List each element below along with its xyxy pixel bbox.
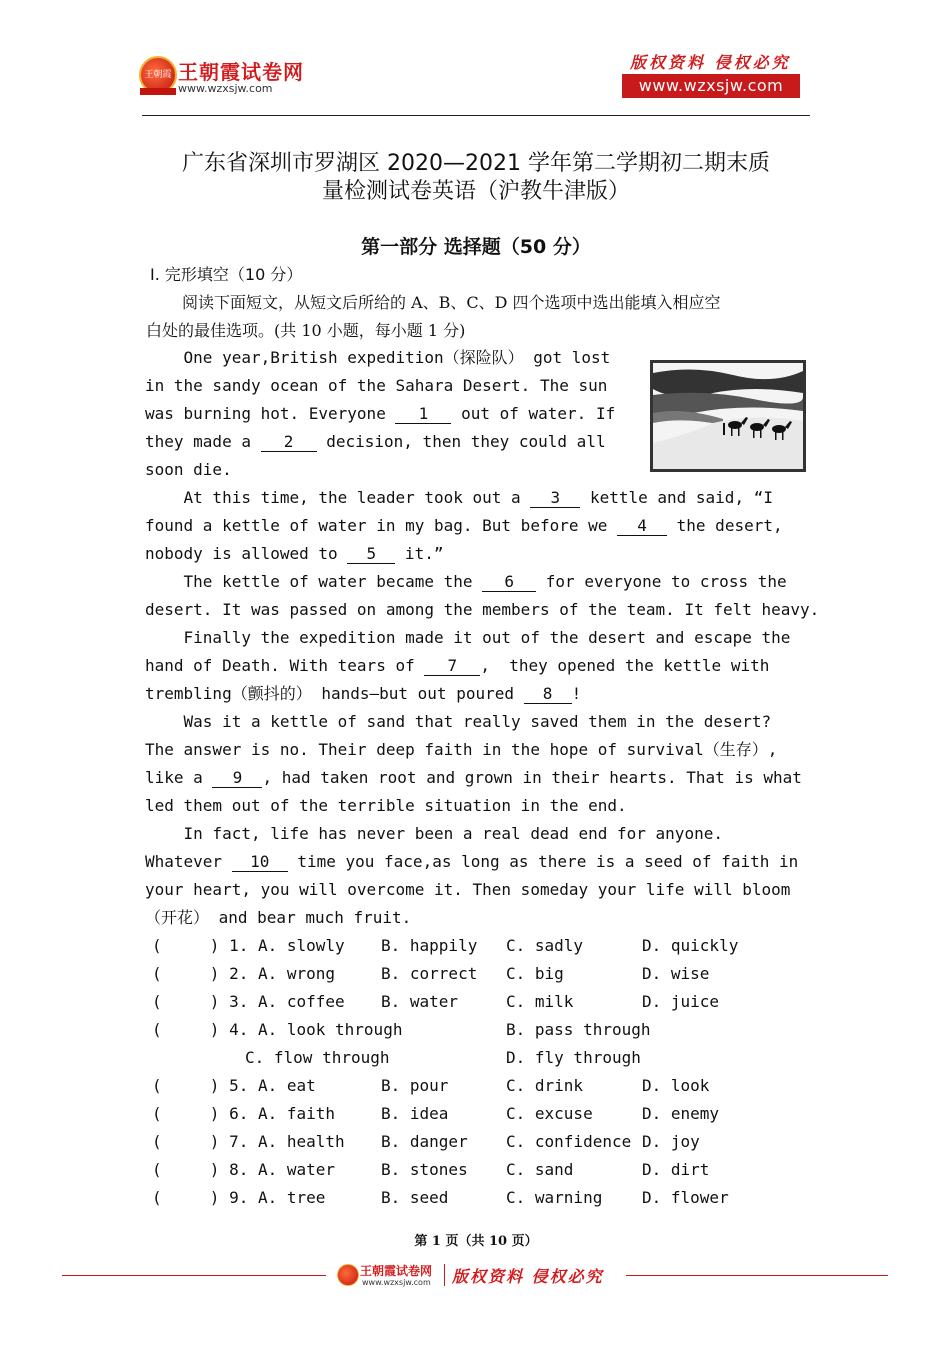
exam-title-line2: 量检测试卷英语（沪教牛津版） (321, 179, 630, 204)
footer-logo-url: www.wzxsjw.com (362, 1278, 431, 1287)
question-9-stem: ( ) 9. A. tree (152, 1188, 326, 1207)
passage-line: Was it a kettle of sand that really saved them in the desert? (145, 712, 772, 731)
question-6-option-b: B. idea (381, 1104, 449, 1123)
question-5-option-b: B. pour (381, 1076, 449, 1095)
footer-logo-icon (337, 1264, 359, 1286)
blank-6: 6 (482, 573, 536, 592)
part-title: 第一部分 选择题（50 分） (361, 236, 591, 258)
question-6-option-d: D. enemy (642, 1104, 720, 1123)
question-5-option-c: C. drink (506, 1076, 584, 1095)
blank-5: 5 (347, 545, 395, 564)
question-5-stem: ( ) 5. A. eat (152, 1076, 316, 1095)
passage-text: , they opened the kettle with (480, 656, 770, 675)
blank-2: 2 (261, 433, 317, 452)
instruction-line1: 阅读下面短文，从短文后所给的 A、B、C、D 四个选项中选出能填入相应空 (182, 293, 721, 312)
question-6-stem: ( ) 6. A. faith (152, 1104, 336, 1123)
question-7-option-b: B. danger (381, 1132, 468, 1151)
question-4-option-c: C. flow through (245, 1048, 390, 1067)
passage-line (145, 488, 773, 508)
site-logo-url: www.wzxsjw.com (178, 82, 273, 95)
blank-7: 7 (424, 657, 480, 676)
question-2-stem: ( ) 2. A. wrong (152, 964, 336, 983)
question-7-stem: ( ) 7. A. health (152, 1132, 345, 1151)
blank-10: 10 (232, 853, 288, 872)
passage-text: Whatever (145, 852, 232, 871)
question-9-option-c: C. warning (506, 1188, 603, 1207)
question-1-option-b: B. happily (381, 936, 478, 955)
passage-line (145, 656, 769, 676)
question-2-option-c: C. big (506, 964, 564, 983)
question-8-option-d: D. dirt (642, 1160, 710, 1179)
passage-text: out of water. If (451, 404, 616, 423)
passage-line (145, 432, 606, 452)
passage-text: time you face,as long as there is a seed of faith in (287, 852, 799, 871)
question-9-option-b: B. seed (381, 1188, 449, 1207)
passage-line: soon die. (145, 460, 232, 479)
passage-line: One year,British expedition（探险队） got lost (145, 348, 611, 367)
question-4-stem: ( ) 4. A. look through (152, 1020, 403, 1039)
passage-line (145, 684, 581, 704)
question-7-option-c: C. confidence (506, 1132, 632, 1151)
passage-line: （开花） and bear much fruit. (145, 908, 412, 927)
passage-text: kettle and said, “I (580, 488, 773, 507)
passage-line (145, 852, 798, 872)
logo-ribbon (140, 88, 176, 95)
passage-line: The answer is no. Their deep faith in the hope of survival（生存）, (145, 740, 778, 759)
question-7-option-d: D. joy (642, 1132, 700, 1151)
passage-text: the desert, (667, 516, 783, 535)
question-6-option-c: C. excuse (506, 1104, 593, 1123)
passage-line: led them out of the terrible situation in the end. (145, 796, 627, 815)
passage-line: Finally the expedition made it out of the desert and escape the (145, 628, 791, 647)
question-3-option-c: C. milk (506, 992, 574, 1011)
section-heading: Ⅰ. 完形填空（10 分） (150, 265, 303, 284)
blank-8: 8 (524, 685, 572, 704)
question-1-stem: ( ) 1. A. slowly (152, 936, 345, 955)
blank-4: 4 (617, 517, 667, 536)
header-divider (142, 115, 810, 116)
question-8-option-c: C. sand (506, 1160, 574, 1179)
site-url-banner: www.wzxsjw.com (622, 74, 800, 98)
logo-badge-icon: 王朝霞 (139, 56, 177, 94)
passage-text: was burning hot. Everyone (145, 404, 396, 423)
question-1-option-d: D. quickly (642, 936, 739, 955)
passage-line (145, 544, 443, 564)
passage-text: , had taken root and grown in their hearts. That is what (262, 768, 802, 787)
passage-line (145, 768, 802, 788)
passage-line: in the sandy ocean of the Sahara Desert. The sun (145, 376, 608, 395)
footer-rule-right (626, 1275, 888, 1276)
passage-text: found a kettle of water in my bag. But before we (145, 516, 618, 535)
exam-title-line1: 广东省深圳市罗湖区 2020—2021 学年第二学期初二期末质 (182, 151, 770, 176)
question-2-option-b: B. correct (381, 964, 478, 983)
page-number: 第 1 页（共 10 页） (414, 1234, 538, 1249)
footer-rule-left (62, 1275, 326, 1276)
site-logo-name: 王朝霞试卷网 (178, 60, 304, 84)
question-8-stem: ( ) 8. A. water (152, 1160, 336, 1179)
passage-text: At this time, the leader took out a (145, 488, 531, 507)
passage-text: ! (571, 684, 582, 703)
passage-text: nobody is allowed to (145, 544, 348, 563)
passage-text: hand of Death. With tears of (145, 656, 425, 675)
passage-line (145, 404, 615, 424)
question-1-option-c: C. sadly (506, 936, 584, 955)
question-9-option-d: D. flower (642, 1188, 729, 1207)
question-3-option-d: D. juice (642, 992, 720, 1011)
desert-camel-image (650, 360, 806, 472)
passage-text: The kettle of water became the (145, 572, 483, 591)
copyright-slogan: 版权资料 侵权必究 (630, 53, 791, 72)
footer-divider (444, 1264, 445, 1286)
passage-line: desert. It was passed on among the members of the team. It felt heavy. (145, 600, 820, 619)
blank-3: 3 (530, 489, 580, 508)
passage-line (145, 572, 787, 592)
passage-text: decision, then they could all (316, 432, 606, 451)
question-3-stem: ( ) 3. A. coffee (152, 992, 345, 1011)
question-2-option-d: D. wise (642, 964, 710, 983)
passage-text: it.” (395, 544, 444, 563)
passage-line: your heart, you will overcome it. Then someday your life will bloom (145, 880, 791, 899)
passage-text: trembling（颤抖的） hands—but out poured (145, 684, 524, 703)
footer-slogan: 版权资料 侵权必究 (452, 1267, 604, 1286)
question-5-option-d: D. look (642, 1076, 710, 1095)
question-4-option-b: B. pass through (506, 1020, 651, 1039)
blank-1: 1 (395, 405, 451, 424)
instruction-line2: 白处的最佳选项。(共 10 小题，每小题 1 分) (146, 321, 466, 340)
passage-text: for everyone to cross the (536, 572, 787, 591)
passage-line: In fact, life has never been a real dead end for anyone. (145, 824, 723, 843)
blank-9: 9 (212, 769, 262, 788)
passage-line (145, 516, 783, 536)
passage-text: like a (145, 768, 213, 787)
passage-text: they made a (145, 432, 261, 451)
question-8-option-b: B. stones (381, 1160, 468, 1179)
question-3-option-b: B. water (381, 992, 459, 1011)
question-4-option-d: D. fly through (506, 1048, 641, 1067)
footer-logo-name: 王朝霞试卷网 (360, 1264, 433, 1278)
